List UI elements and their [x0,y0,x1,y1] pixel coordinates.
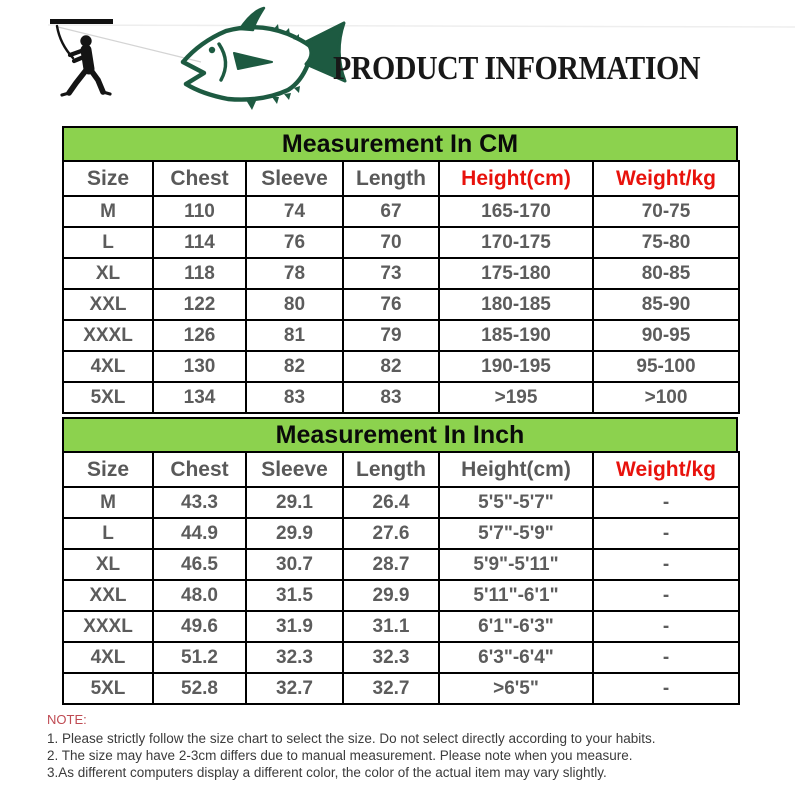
table-cell: 29.9 [246,518,343,549]
table-cell: 76 [246,227,343,258]
table-cell: 79 [343,320,439,351]
table-cell: - [593,673,739,704]
table-cell: 28.7 [343,549,439,580]
size-cell: 5XL [63,382,153,413]
table-cell: 32.3 [343,642,439,673]
table-cell: 126 [153,320,246,351]
column-header: Height(cm) [439,161,593,196]
table-cell: 190-195 [439,351,593,382]
table-cell: 27.6 [343,518,439,549]
table-cell: - [593,487,739,518]
size-cell: 5XL [63,673,153,704]
column-header: Weight/kg [593,161,739,196]
size-cell: M [63,196,153,227]
table-cell: 26.4 [343,487,439,518]
header-row [63,161,739,196]
column-header: Size [63,452,153,487]
cm-table [62,160,740,414]
table-cell: 70 [343,227,439,258]
size-cell: L [63,227,153,258]
table-row [63,196,739,227]
table-row [63,549,739,580]
table-cell: 44.9 [153,518,246,549]
header-row [63,452,739,487]
inch-table-body [63,487,739,704]
table-row [63,642,739,673]
table-cell: 31.1 [343,611,439,642]
table-cell: 29.1 [246,487,343,518]
table-cell: 85-90 [593,289,739,320]
table-cell: 80 [246,289,343,320]
table-cell: 73 [343,258,439,289]
table-cell: 5'9"-5'11" [439,549,593,580]
table-cell: 82 [343,351,439,382]
table-cell: 170-175 [439,227,593,258]
table-cell: 32.7 [246,673,343,704]
table-cell: 31.5 [246,580,343,611]
note-line-2: 2. The size may have 2-3cm differs due to manual measurement. Please note when you measure. [47,748,633,763]
table-cell: 70-75 [593,196,739,227]
table-cell: 118 [153,258,246,289]
table-row [63,673,739,704]
inch-table-header [63,452,739,487]
table-cell: 67 [343,196,439,227]
size-cell: XXXL [63,320,153,351]
size-cell: XL [63,258,153,289]
table-cell: 122 [153,289,246,320]
black-bar [50,19,113,24]
table-row [63,382,739,413]
table-cell: 46.5 [153,549,246,580]
table-row [63,227,739,258]
table-cell: 180-185 [439,289,593,320]
table-cell: 5'7"-5'9" [439,518,593,549]
table-cell: 74 [246,196,343,227]
column-header: Height(cm) [439,452,593,487]
size-cell: M [63,487,153,518]
column-header: Chest [153,161,246,196]
table-cell: 114 [153,227,246,258]
page-title: PRODUCT INFORMATION [333,50,701,87]
size-cell: 4XL [63,642,153,673]
table-cell: 5'11"-6'1" [439,580,593,611]
size-cell: 4XL [63,351,153,382]
table-cell: 52.8 [153,673,246,704]
note-line-3: 3.As different computers display a different color, the color of the actual item may vary slightly. [47,765,607,780]
column-header: Length [343,161,439,196]
column-header: Length [343,452,439,487]
table-cell: 30.7 [246,549,343,580]
column-header: Chest [153,452,246,487]
inch-table-caption: Measurement In Inch [62,417,738,453]
table-row [63,580,739,611]
table-row [63,351,739,382]
table-cell: - [593,549,739,580]
table-cell: 32.3 [246,642,343,673]
table-cell: 6'3"-6'4" [439,642,593,673]
table-cell: 134 [153,382,246,413]
cm-table-body [63,196,739,413]
table-cell: 83 [343,382,439,413]
table-cell: 76 [343,289,439,320]
page-header [0,0,800,118]
faint-horizon-line [48,25,795,27]
table-cell: 130 [153,351,246,382]
table-cell: 185-190 [439,320,593,351]
table-cell: 90-95 [593,320,739,351]
note-section [47,712,757,781]
size-cell: XXL [63,289,153,320]
table-cell: - [593,518,739,549]
table-cell: 43.3 [153,487,246,518]
fisherman-icon [57,26,110,95]
table-cell: 82 [246,351,343,382]
size-cell: XL [63,549,153,580]
size-cell: XXXL [63,611,153,642]
table-cell: 32.7 [343,673,439,704]
cm-table-caption: Measurement In CM [62,126,738,162]
table-cell: >195 [439,382,593,413]
table-cell: 5'5"-5'7" [439,487,593,518]
size-chart [62,126,738,705]
note-label: NOTE: [47,712,87,727]
table-cell: - [593,611,739,642]
table-cell: 29.9 [343,580,439,611]
table-cell: 81 [246,320,343,351]
table-row [63,258,739,289]
note-line-1: 1. Please strictly follow the size chart to select the size. Do not select directly according to your habits. [47,731,656,746]
column-header: Sleeve [246,161,343,196]
column-header: Weight/kg [593,452,739,487]
table-cell: - [593,580,739,611]
table-cell: 6'1"-6'3" [439,611,593,642]
table-cell: 31.9 [246,611,343,642]
table-cell: 175-180 [439,258,593,289]
table-cell: 80-85 [593,258,739,289]
size-cell: L [63,518,153,549]
cm-table-header [63,161,739,196]
table-cell: 95-100 [593,351,739,382]
table-cell: 75-80 [593,227,739,258]
table-cell: 83 [246,382,343,413]
table-row [63,289,739,320]
table-cell: >6'5" [439,673,593,704]
table-row [63,487,739,518]
column-header: Size [63,161,153,196]
size-cell: XXL [63,580,153,611]
table-cell: 49.6 [153,611,246,642]
inch-table [62,451,740,705]
table-row [63,320,739,351]
table-row [63,611,739,642]
table-cell: - [593,642,739,673]
table-cell: 110 [153,196,246,227]
tuna-fish-icon [183,8,345,110]
table-cell: 78 [246,258,343,289]
table-cell: 51.2 [153,642,246,673]
table-cell: 48.0 [153,580,246,611]
column-header: Sleeve [246,452,343,487]
table-row [63,518,739,549]
table-cell: >100 [593,382,739,413]
table-cell: 165-170 [439,196,593,227]
